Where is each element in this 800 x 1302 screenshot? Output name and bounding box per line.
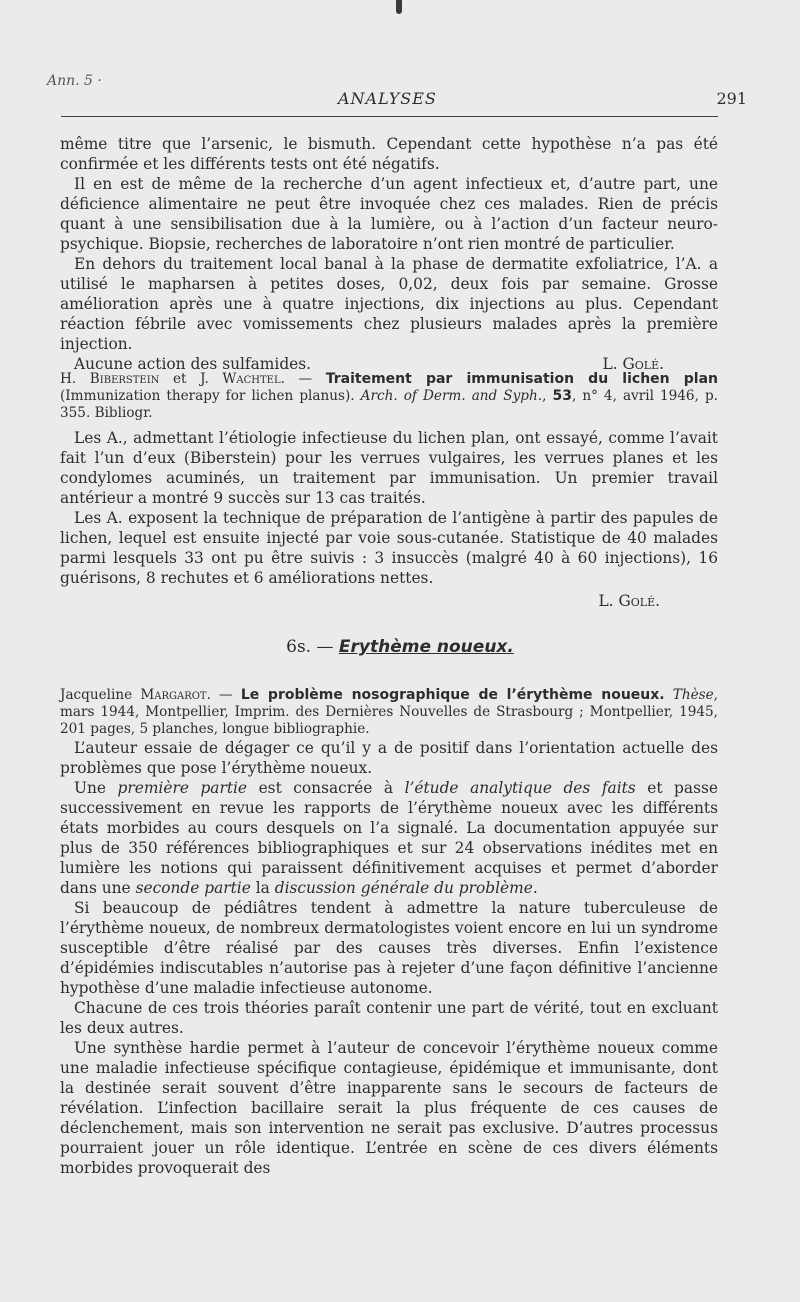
page-number: 291	[716, 89, 747, 108]
header-rule	[61, 116, 718, 117]
reference-citation: Jacqueline Margarot. — Le problème nosographique de l’érythème noueux. Thèse, mars 1944, Montpellier, Imprim. des Dernières Nouvelles de Strasbourg ; Montpellier, 1945, 201 pages, 5 planches, longue bibliographie.	[60, 687, 718, 737]
author-name: Margarot	[140, 687, 207, 703]
journal-name: Arch. of Derm. and Syph.	[360, 388, 543, 404]
reference-title: Traitement par immunisation du lichen plan	[325, 371, 719, 387]
running-title: ANALYSES	[338, 89, 437, 108]
section-title: Erythème noueux.	[338, 637, 514, 657]
author-name: Wachtel	[222, 371, 281, 387]
paragraph: Si beaucoup de pédiâtres tendent à admettre la nature tuberculeuse de l’érythème noueux, de nombreux dermatologistes voient encore en lui un syndrome susceptible d’être réalisé par des causes très diverses. Enfin l’existence d’épidémies indiscutables n’autorise pas à rejeter d’une façon définitive l’ancienne hypothèse d’une maladie infectieuse autonome.	[60, 899, 718, 997]
ink-mark	[396, 0, 402, 14]
reference-citation: H. Biberstein et J. Wachtel. — Traitement par immunisation du lichen plan (Immunization therapy for lichen planus). Arch. of Derm. and Syph., 53, n° 4, avril 1946, p. 355. Bibliogr.	[60, 371, 719, 421]
paragraph: En dehors du traitement local banal à la phase de dermatite exfoliatrice, l’A. a utilisé le mapharsen à petites doses, 0,02, deux fois par semaine. Grosse amélioration après une à quatre injections, dix injections au plus. Cependant réaction fébrile avec vomissements chez plusieurs malades après la première injection.	[60, 255, 718, 353]
paragraph: L’auteur essaie de dégager ce qu’il y a de positif dans l’orientation actuelle des problèmes que pose l’érythème noueux.	[60, 739, 718, 777]
section-heading	[0, 637, 800, 657]
document-type: Thèse	[672, 687, 714, 703]
signature: L. Golé.	[598, 592, 660, 610]
reference-title: Le problème nosographique de l’érythème noueux.	[240, 687, 665, 703]
signature: L. Golé.	[602, 355, 664, 373]
paragraph: même titre que l’arsenic, le bismuth. Cependant cette hypothèse n’a pas été confirmée et les différents tests ont été négatifs.	[60, 135, 718, 173]
author-name: Biberstein	[89, 371, 160, 387]
analysis-block-2	[60, 428, 718, 611]
section-number: 6s. —	[286, 637, 339, 657]
paragraph: Aucune action des sulfamides.	[74, 355, 312, 373]
paragraph: Une synthèse hardie permet à l’auteur de concevoir l’érythème noueux comme une maladie infectieuse spécifique contagieuse, épidémique et immunisante, dont la destinée serait souvent d’être inapparente sans le secours de facteurs de révélation. L’infection bacillaire serait la plus fréquente de ces causes de déclenchement, mais son intervention ne serait pas exclusive. D’autres processus pourraient jouer un rôle identique. L’entrée en scène de ces divers éléments morbides provoquerait des	[60, 1039, 718, 1177]
paragraph: Il en est de même de la recherche d’un agent infectieux et, d’autre part, une déficience alimentaire ne peut être invoquée chez ces malades. Rien de précis quant à une sensibilisation due à la lumière, ou à l’action d’un facteur neuro-psychique. Biopsie, recherches de laboratoire n’ont rien montré de particulier.	[60, 175, 718, 253]
reference-1	[60, 371, 718, 422]
volume-number: 53	[552, 388, 572, 404]
reference-2	[60, 687, 718, 738]
handwritten-annotation: Ann. 5 ·	[47, 73, 102, 89]
paragraph: Les A., admettant l’étiologie infectieuse du lichen plan, ont essayé, comme l’avait fait l’un d’eux (Biberstein) pour les verrues vulgaires, les verrues planes et les condylomes acuminés, un traitement par immunisation. Un premier travail antérieur a montré 9 succès sur 13 cas traités.	[60, 429, 718, 507]
paragraph: Les A. exposent la technique de préparation de l’antigène à partir des papules de lichen, lequel est ensuite injecté par voie sous-cutanée. Statistique de 40 malades parmi lesquels 33 ont pu être suivis : 3 insuccès (malgré 40 à 60 injections), 16 guérisons, 8 rechutes et 6 améliorations nettes.	[60, 509, 718, 587]
analysis-block-1	[60, 134, 718, 374]
paragraph: Une première partie est consacrée à l’étude analytique des faits et passe successivement en revue les rapports de l’érythème noueux avec les différents états morbides au cours desquels on l’a signalé. La documentation appuyée sur plus de 350 références bibliographiques et sur 24 observations inédites met en lumière les notions qui paraissent définitivement acquises et permet d’aborder dans une seconde partie la discussion générale du problème.	[60, 779, 718, 897]
analysis-block-3	[60, 738, 718, 1178]
paragraph: Chacune de ces trois théories paraît contenir une part de vérité, tout en excluant les deux autres.	[60, 999, 718, 1037]
